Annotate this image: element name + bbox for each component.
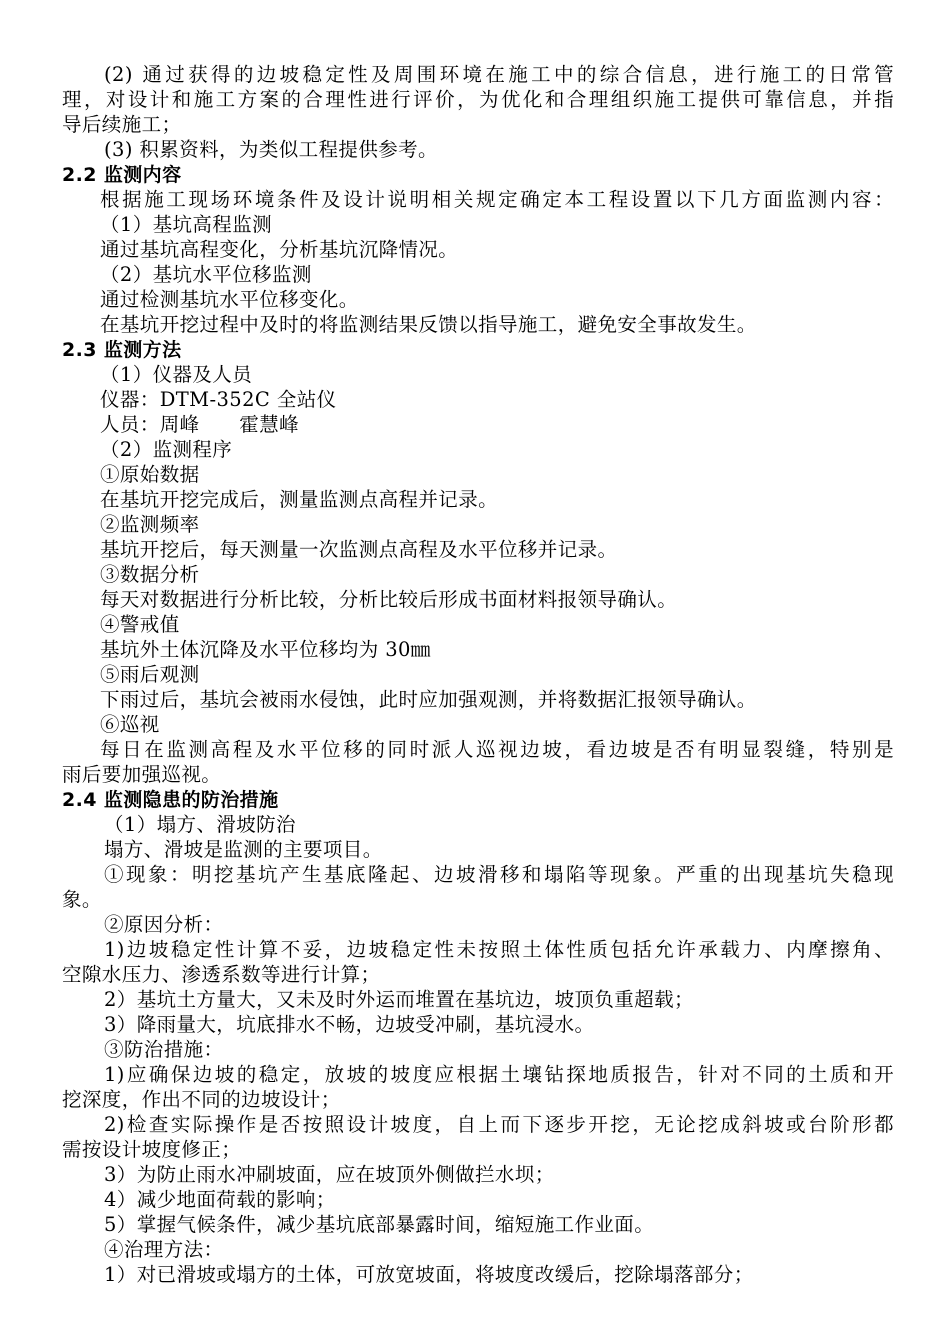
paragraph-line: 空隙水压力、渗透系数等进行计算； [62,963,381,986]
list-item: 4）减少地面荷载的影响； [104,1188,336,1211]
paragraph-line: 1)边坡稳定性计算不妥，边坡稳定性未按照土体性质包括允许承载力、内摩擦角、 [104,938,894,961]
paragraph-line: 每天对数据进行分析比较，分析比较后形成书面材料报领导确认。 [100,588,678,611]
list-item: （1）塌方、滑坡防治 [104,813,296,836]
list-item: ③防治措施： [104,1038,224,1061]
paragraph-line: 通过基坑高程变化，分析基坑沉降情况。 [100,238,459,261]
paragraph-line: 每日在监测高程及水平位移的同时派人巡视边坡，看边坡是否有明显裂缝，特别是 [100,738,894,761]
list-item: ②原因分析： [104,913,224,936]
paragraph-line: 人员：周峰 霍慧峰 [100,413,300,436]
paragraph-line: 挖深度，作出不同的边坡设计； [62,1088,341,1111]
paragraph-line: 仪器：DTM-352C 全站仪 [100,388,337,411]
list-item: ④警戒值 [100,613,180,636]
paragraph-line: (2) 通过获得的边坡稳定性及周围环境在施工中的综合信息，进行施工的日常管 [104,63,894,86]
list-item: ②监测频率 [100,513,200,536]
paragraph-line: 导后续施工； [62,113,182,136]
list-item: ③数据分析 [100,563,200,586]
list-item: （1）仪器及人员 [100,363,253,386]
list-item: 3）为防止雨水冲刷坡面，应在坡顶外侧做拦水坝； [104,1163,555,1186]
list-item: ⑥巡视 [100,713,160,736]
section-heading: 2.4 监测隐患的防治措施 [62,789,279,811]
paragraph-line: 在基坑开挖完成后，测量监测点高程并记录。 [100,488,499,511]
paragraph-line: 基坑开挖后，每天测量一次监测点高程及水平位移并记录。 [100,538,618,561]
list-item: ④治理方法： [104,1238,224,1261]
list-item: 2）基坑土方量大，又未及时外运而堆置在基坑边，坡顶负重超载； [104,988,694,1011]
paragraph-line: 下雨过后，基坑会被雨水侵蚀，此时应加强观测，并将数据汇报领导确认。 [100,688,757,711]
list-item: 5）掌握气候条件，减少基坑底部暴露时间，缩短施工作业面。 [104,1213,655,1236]
paragraph-line: 根据施工现场环境条件及设计说明相关规定确定本工程设置以下几方面监测内容： [100,188,894,211]
list-item: ①原始数据 [100,463,200,486]
paragraph-line: 象。 [62,888,102,911]
paragraph-line: 理，对设计和施工方案的合理性进行评价，为优化和合理组织施工提供可靠信息，并指 [62,88,894,111]
section-heading: 2.3 监测方法 [62,339,182,361]
paragraph-line: 在基坑开挖过程中及时的将监测结果反馈以指导施工，避免安全事故发生。 [100,313,757,336]
list-item: （1）基坑高程监测 [100,213,273,236]
list-item: ⑤雨后观测 [100,663,200,686]
paragraph-line: 通过检测基坑水平位移变化。 [100,288,359,311]
paragraph-line: (3) 积累资料，为类似工程提供参考。 [104,138,438,161]
paragraph-line: 2)检查实际操作是否按照设计坡度，自上而下逐步开挖，无论挖成斜坡或台阶形都 [104,1113,894,1136]
list-item: （2）基坑水平位移监测 [100,263,312,286]
paragraph-line: 1)应确保边坡的稳定，放坡的坡度应根据土壤钻探地质报告，针对不同的土质和开 [104,1063,894,1086]
list-item: 3）降雨量大，坑底排水不畅，边坡受冲刷，基坑浸水。 [104,1013,595,1036]
paragraph-line: 雨后要加强巡视。 [62,763,222,786]
paragraph-line: 需按设计坡度修正； [62,1138,242,1161]
section-heading: 2.2 监测内容 [62,164,182,186]
list-item: （2）监测程序 [100,438,233,461]
paragraph-line: 塌方、滑坡是监测的主要项目。 [104,838,383,861]
paragraph-line: 基坑外土体沉降及水平位移均为 30㎜ [100,638,431,661]
list-item: 1）对已滑坡或塌方的土体，可放宽坡面，将坡度改缓后，挖除塌落部分； [104,1263,754,1286]
paragraph-line: ①现象：明挖基坑产生基底隆起、边坡滑移和塌陷等现象。严重的出现基坑失稳现 [104,863,894,886]
